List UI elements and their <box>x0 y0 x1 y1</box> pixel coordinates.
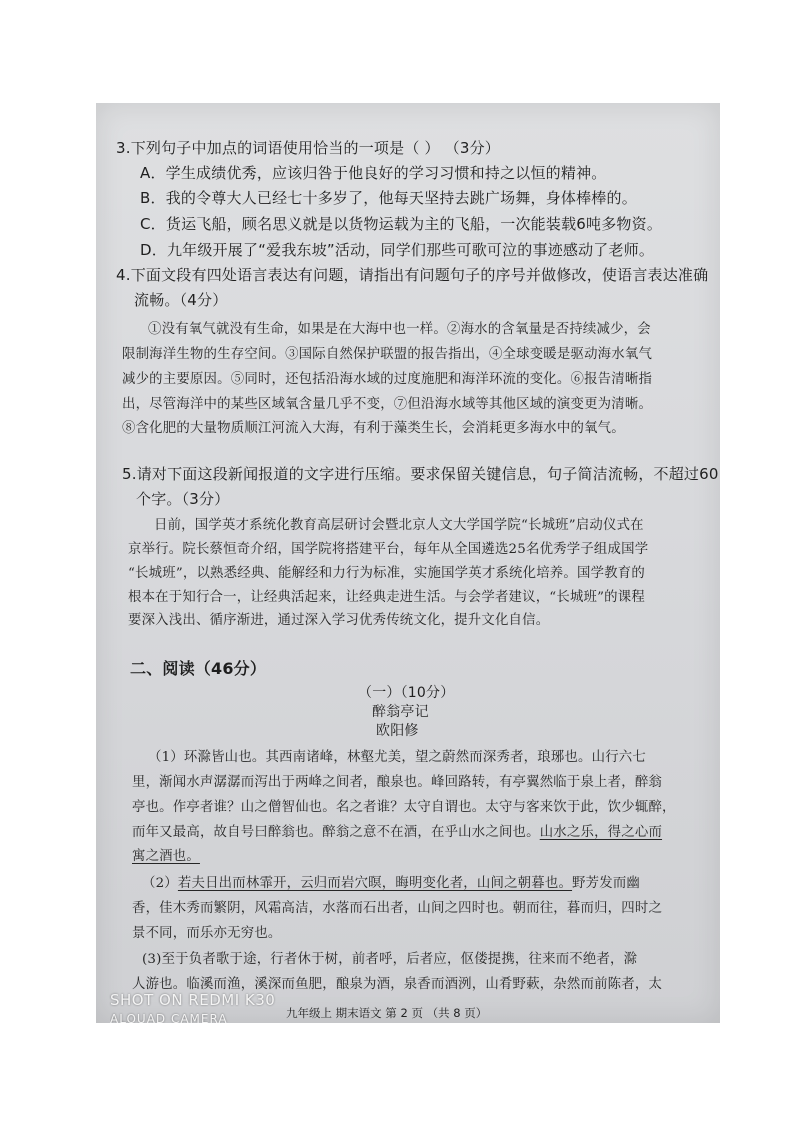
q3-option-a: A．学生成绩优秀，应该归咎于他良好的学习习惯和持之以恒的精神。 <box>140 164 607 182</box>
essay-p2-number: （2） <box>142 876 178 891</box>
q4-stem-line1: 4.下面文段有四处语言表达有问题，请指出有问题句子的序号并做修改，使语言表达准确 <box>116 266 709 284</box>
camera-watermark: SHOT ON REDMI K30 <box>110 991 276 1009</box>
q4-passage-line2: 限制海洋生物的生存空间。③国际自然保护联盟的报告指出，④全球变暖是驱动海水氧气 <box>122 347 653 362</box>
q5-stem-line1: 5.请对下面这段新闻报道的文字进行压缩。要求保留关键信息，句子简洁流畅，不超过60 <box>122 465 719 483</box>
q5-passage-line3: “长城班”，以熟悉经典、能解经和力行为标准，实施国学英才系统化培养。国学教育的 <box>128 566 645 581</box>
essay-underlined-sentence-1b: 寓之酒也。 <box>132 849 200 864</box>
essay-p1-line4-text: 而年又最高，故自号曰醉翁也。醉翁之意不在酒，在乎山水之间也。 <box>132 825 540 840</box>
q5-passage-line2: 京举行。院长蔡恒奇介绍，国学院将搭建平台，每年从全国遴选25名优秀学子组成国学 <box>128 542 649 557</box>
essay-underlined-sentence-2: 若夫日出而林霏开，云归而岩穴暝，晦明变化者，山间之朝暮也。 <box>177 876 573 891</box>
essay-p1-line3: 亭也。作亭者谁？山之僧智仙也。名之者谁？太守自谓也。太守与客来饮于此，饮少辄醉， <box>132 800 676 815</box>
q5-stem-line2: 个字。（3分） <box>136 490 230 508</box>
essay-p1-line2: 里，渐闻水声潺潺而泻出于两峰之间者，酿泉也。峰回路转，有亭翼然临于泉上者，醉翁 <box>132 775 663 790</box>
camera-watermark-subline: ALOUAD CAMERA <box>110 1012 228 1023</box>
essay-author: 欧阳修 <box>376 723 419 739</box>
essay-p2-line1-rest: 野芳发而幽 <box>572 876 640 891</box>
q5-passage-line1: 日前，国学英才系统化教育高层研讨会暨北京人文大学国学院“长城班”启动仪式在 <box>154 518 644 533</box>
q4-stem-line2: 流畅。（4分） <box>134 291 228 309</box>
essay-p3-line2: 人游也。临溪而渔，溪深而鱼肥，酿泉为酒，泉香而酒洌，山肴野蔌，杂然而前陈者，太 <box>132 977 663 992</box>
q4-passage-line3: 减少的主要原因。⑤同时，还包括沿海水域的过度施肥和海洋环流的变化。⑥报告清晰指 <box>122 372 653 387</box>
exam-page <box>96 103 720 1023</box>
essay-p2-line2: 香，佳木秀而繁阴，风霜高洁，水落而石出者，山间之四时也。朝而往，暮而归，四时之 <box>132 901 663 916</box>
q5-passage-line4: 根本在于知行合一，让经典活起来，让经典走进生活。与会学者建议，“长城班”的课程 <box>128 590 645 605</box>
q4-passage-line4: 出，尽管海洋中的某些区域氧含量几乎不变，⑦但沿海水域等其他区域的演变更为清晰。 <box>122 397 653 412</box>
q3-option-c: C．货运飞船，顾名思义就是以货物运载为主的飞船，一次能装载6吨多物资。 <box>140 215 663 233</box>
essay-p2-line1 <box>142 872 640 891</box>
essay-p1-line4 <box>132 821 662 840</box>
essay-p3-line1: (3)至于负者歌于途，行者休于树，前者呼，后者应，伛偻提携，往来而不绝者，滁 <box>142 952 638 967</box>
q5-passage-line5: 要深入浅出、循序渐进，通过深入学习优秀传统文化，提升文化自信。 <box>128 613 550 628</box>
essay-underlined-sentence-1a: 山水之乐，得之心而 <box>539 825 663 840</box>
q3-stem: 3.下列句子中加点的词语使用恰当的一项是（ ） （3分） <box>116 139 500 157</box>
page-footer: 九年级上 期末语文 第 2 页 （共 8 页） <box>286 1006 488 1020</box>
essay-title: 醉翁亭记 <box>372 704 429 720</box>
q4-passage-line1: ①没有氧气就没有生命，如果是在大海中也一样。②海水的含氧量是否持续减少，会 <box>148 322 651 337</box>
part-label: （一）（10分） <box>358 685 455 701</box>
q3-option-b: B．我的令尊大人已经七十多岁了，他每天坚持去跳广场舞，身体棒棒的。 <box>140 189 637 207</box>
essay-p2-line3: 景不同，而乐亦无穷也。 <box>132 926 282 941</box>
essay-p1-line1: （1）环滁皆山也。其西南诸峰，林壑尤美，望之蔚然而深秀者，琅琊也。山行六七 <box>148 750 646 765</box>
q3-option-d: D．九年级开展了“爱我东坡”活动，同学们那些可歌可泣的事迹感动了老师。 <box>140 241 655 259</box>
section-heading: 二、阅读（46分） <box>130 659 267 678</box>
q4-passage-line5: ⑧含化肥的大量物质顺江河流入大海，有利于藻类生长，会消耗更多海水中的氧气。 <box>122 421 625 436</box>
